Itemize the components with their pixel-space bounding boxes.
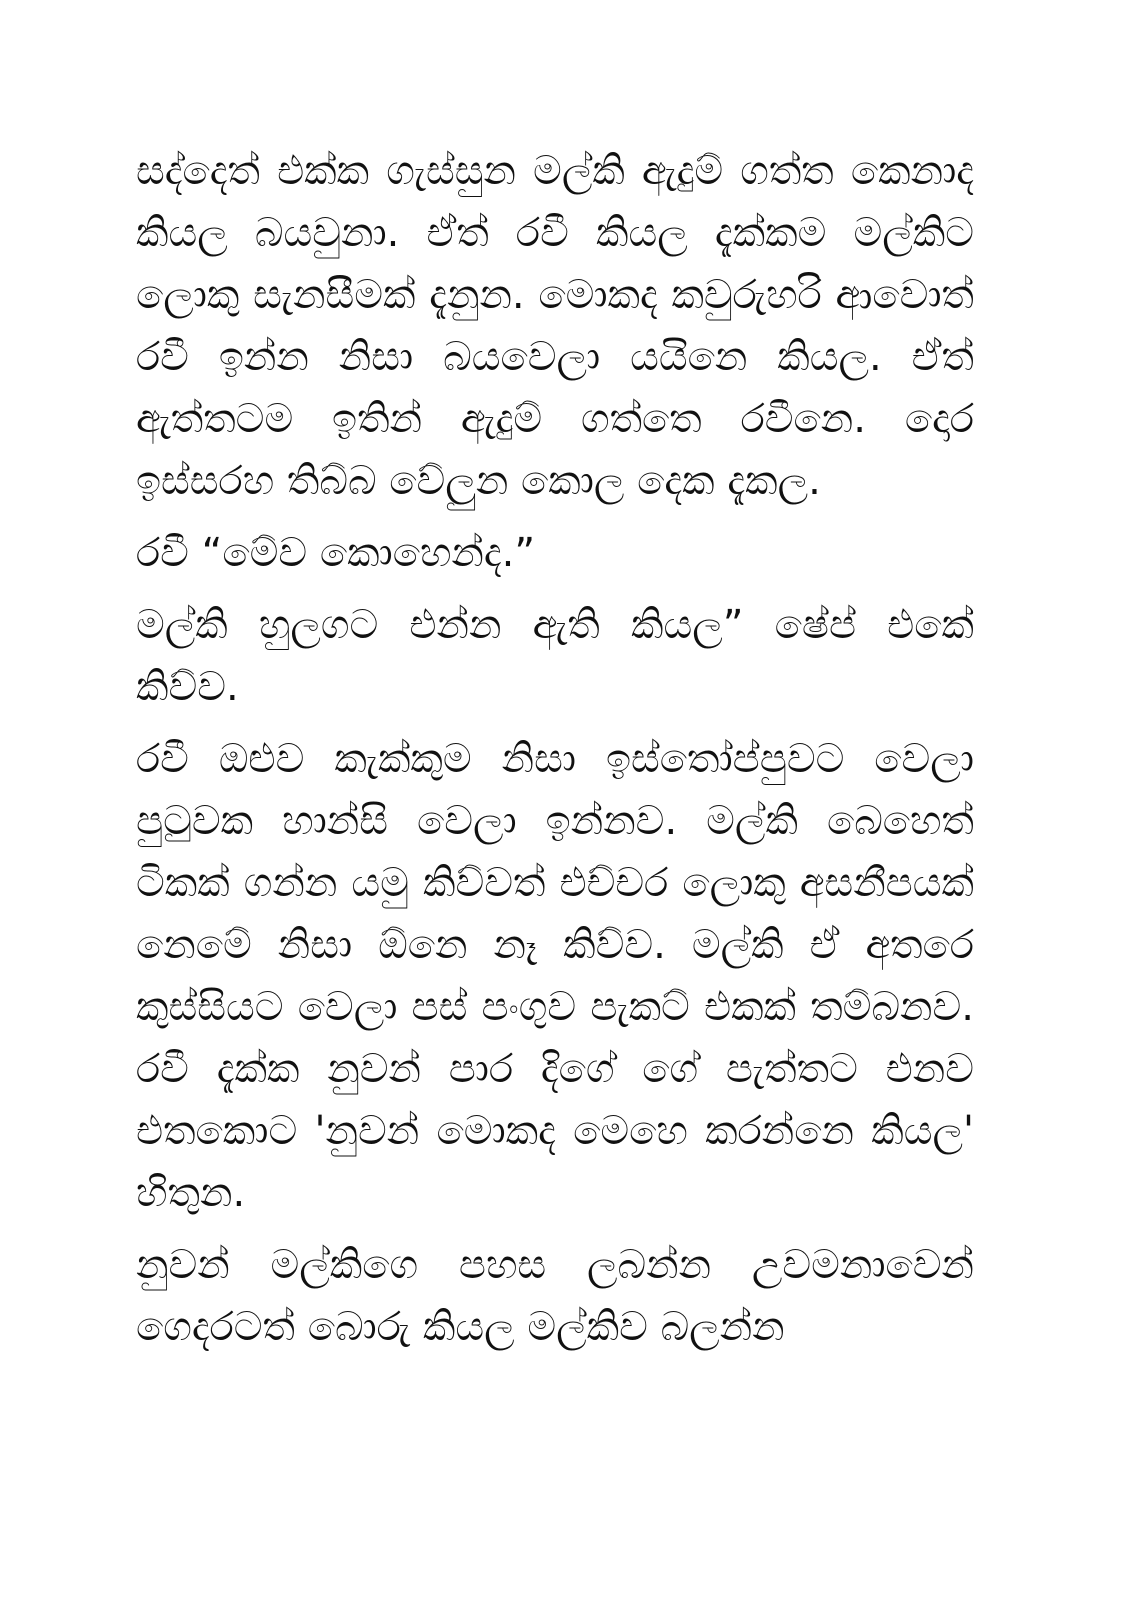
paragraph-3: මල්කි හුලගට එන්න ඇති කියල” ෂේප් එකේ කිව්ව.	[136, 602, 974, 710]
paragraph-4: රවී ඔළුව කැක්කුම නිසා ඉස්තෝප්පුවට වෙලා පුටුවක හාන්සි වෙලා ඉන්නව. මල්කි බෙහෙත් ටිකක් ගන්න යමු කිව්වත් එච්චර ලොකු අසනීපයක් නෙමේ නිසා ඕනෙ නෑ කිව්ව. මල්කි ඒ අතරෙ කුස්සියට වෙලා පස් පංගුව පැකට් එකක් තම්බනව. රවී දැක්ක නුවන් පාර දිගේ ගේ පැත්තට එනව එතකොට 'නුවන් මොකද මෙහෙ කරන්නෙ කියල' හිතුන.	[136, 736, 974, 1216]
paragraph-2: රවී “මේව කොහෙන්ද.”	[136, 530, 536, 576]
paragraph-5: නුවන් මල්කිගෙ පහස ලබන්න උවමනාවෙන් ගෙදරටත් බොරු කියල මල්කිව බලන්න	[136, 1242, 974, 1350]
story-text	[136, 140, 974, 1368]
paragraph-1: සද්දෙත් එක්ක ගැස්සුන මල්කි ඇදුම් ගත්ත කෙනාද කියල බයවුනා. ඒත් රවී කියල දැක්කම මල්කිට ලොකු සැනසීමක් දැනුන. මොකද කවුරුහරි ආවොත් රවී ඉන්න නිසා බයවෙලා යයිනෙ කියල. ඒත් ඇත්තටම ඉතින් ඇදුම් ගත්තෙ රවීනෙ. දොර ඉස්සරහ තිබ්බ වේලුන කොල දෙක දැකල.	[136, 148, 974, 504]
